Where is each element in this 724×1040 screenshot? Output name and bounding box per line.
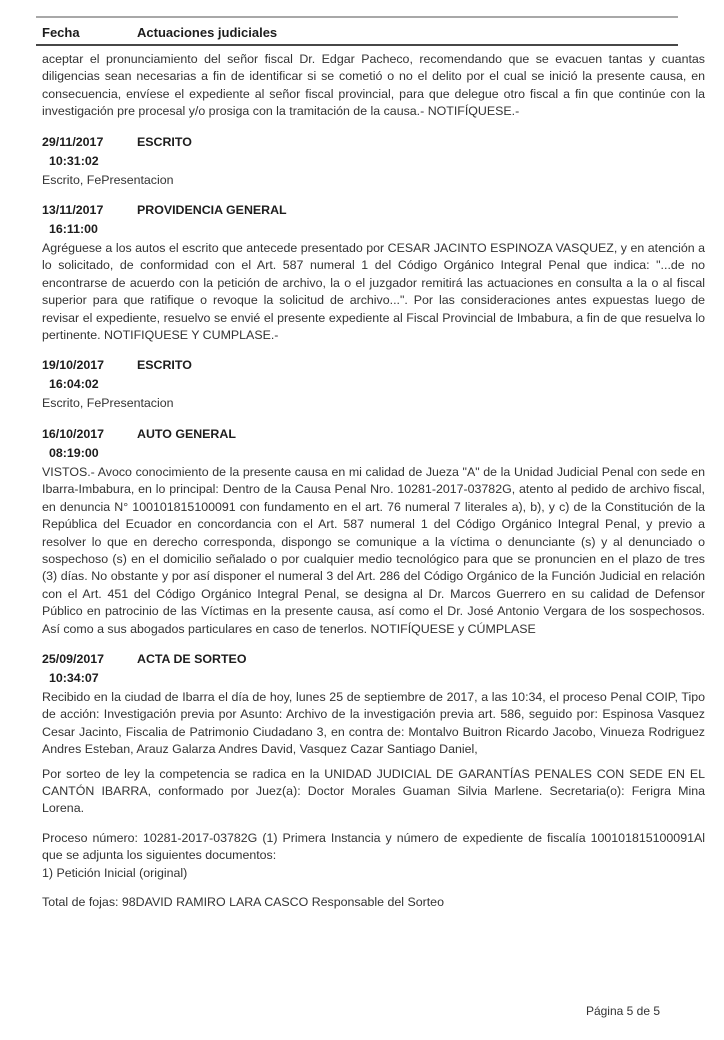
entry-body [42,172,705,189]
actuacion-entry [42,652,705,911]
entry-title: AUTO GENERAL [137,426,236,441]
entry-date: 13/11/2017 [42,203,104,218]
entry-paragraph: Proceso número: 10281-2017-03782G (1) Primera Instancia y número de expediente de fiscalía 100101815100091Al que se adjunta los siguientes documentos: [42,830,705,863]
entry-paragraph: Total de fojas: 98DAVID RAMIRO LARA CASCO Responsable del Sorteo [42,895,444,909]
entry-time: 16:11:00 [49,222,98,237]
entry-time: 10:34:07 [49,670,99,685]
document-page [0,16,724,1040]
entry-body [42,689,705,911]
entry-body [42,395,705,412]
actuacion-entry [42,358,705,412]
page-footer [586,1004,660,1018]
entry-header [42,652,705,667]
entry-header [42,358,705,373]
entry-date: 25/09/2017 [42,651,105,666]
entry-paragraph: 1) Petición Inicial (original) [42,865,188,880]
entry-paragraph: Recibido en la ciudad de Ibarra el día de hoy, lunes 25 de septiembre de 2017, a las 10:34, el proceso Penal COIP, Tipo de acción: Investigación previa por Asunto: Archivo de la investigación previa art. 586, seguido por: Espinosa Vasquez Cesar Jacinto, Fiscalia de Patrimonio Ciudadano 3, en contra de: Montalvo Buitron Ricardo Jacobo, Vinueza Rodriguez Andres Esteban, Arauz Galarza Andres David, Vasquez Cazar Santiago Daniel, [42,689,705,757]
entry-paragraph: Agréguese a los autos el escrito que antecede presentado por CESAR JACINTO ESPINOZA VASQUEZ, y en atención a lo solicitado, de conformidad con el Art. 587 numeral 1 del Código Orgánico Integral Penal que indica: "...de no encontrarse de acuerdo con la petición de archivo, la o el juzgador remitirá las actuaciones en consulta a la o al fiscal superior para que ratifique o revoque la solicitud de archivo...". Por las consideraciones antes expuestas luego de revisar el expediente, resuelvo se envié el presente expediente al Fiscal Provincial de Imbabura, a fin de que resuelva lo pertinente. NOTIFIQUESE Y CUMPLASE.- [42,241,705,343]
entry-body [42,240,705,344]
entry-paragraph: Escrito, FePresentacion [42,396,174,411]
entry-title: PROVIDENCIA GENERAL [137,203,287,218]
entry-date: 16/10/2017 [42,426,105,441]
table-header-row [42,25,705,40]
entry-time: 10:31:02 [49,153,99,168]
entry-time: 08:19:00 [49,445,99,460]
entry-title: ACTA DE SORTEO [137,651,247,666]
entry-body [42,464,705,638]
entry-header [42,203,705,218]
entry-paragraph: Por sorteo de ley la competencia se radica en la UNIDAD JUDICIAL DE GARANTÍAS PENALES CON SEDE EN EL CANTÓN IBARRA, conformado por Juez(a): Doctor Morales Guaman Silvia Marlene. Secretaria(o): Ferigra Mina Lorena. [42,766,705,816]
entry-header [42,135,705,150]
intro-paragraph: aceptar el pronunciamiento del señor fiscal Dr. Edgar Pacheco, recomendando que se evacuen tantas y cuantas diligencias sean necesarias a fin de identificar si se cometió o no el delito por el cual se inició la presente causa, en consecuencia, envíese el expediente al señor fiscal provincial, para que delegue otro fiscal a fin que continúe con la investigación pre procesal y/o prosiga con la tramitación de la causa.- NOTIFÍQUESE.- [42,52,705,119]
top-rule [36,16,678,18]
entry-time: 16:04:02 [49,377,99,392]
actuacion-entry [42,427,705,638]
actuacion-entry [42,203,705,344]
entry-header [42,427,705,442]
actuacion-entry [42,135,705,189]
entry-paragraph: VISTOS.- Avoco conocimiento de la presente causa en mi calidad de Jueza "A" de la Unidad Judicial Penal con sede en Ibarra-Imbabura, en lo principal: Dentro de la Causa Penal Nro. 10281-2017-03782G, atento al pedido de archivo fiscal, en denuncia N° 100101815100091 con fundamento en el art. 76 numeral 7 literales a), b), y c) de la Constitución de la República del Ecuador en concordancia con el Art. 587 numeral 1 del Código Orgánico Integral Penal, y previo a resolver lo que en derecho corresponda, dispongo se comunique a la víctima o denunciante (s) y al denunciado o sospechoso (s) en el domicilio señalado o por cualquier medio tecnológico para que se pronuncien en el plazo de tres (3) días. No obstante y por así disponer el numeral 3 del Art. 286 del Código Orgánico de la Función Judicial en relación con el Art. 451 del Código Orgánico Integral Penal, se designa al Dr. Marcos Guerrero en su calidad de Defensor Público en patrocinio de las Víctimas en la presente causa, así como el Dr. José Antonio Vergara de los sospechosos. Así como a sus abogados particulares en caso de tenerlos. NOTIFÍQUESE y CÚMPLASE [42,464,705,636]
entry-date: 29/11/2017 [42,134,104,149]
entry-title: ESCRITO [137,358,192,373]
entry-paragraph: Escrito, FePresentacion [42,172,174,187]
page-number: Página 5 de 5 [585,1004,660,1018]
header-underline [36,44,678,46]
actuaciones-column-header: Actuaciones judiciales [137,25,278,40]
fecha-column-header: Fecha [42,25,80,40]
entry-title: ESCRITO [137,134,192,149]
entry-date: 19/10/2017 [42,358,105,373]
